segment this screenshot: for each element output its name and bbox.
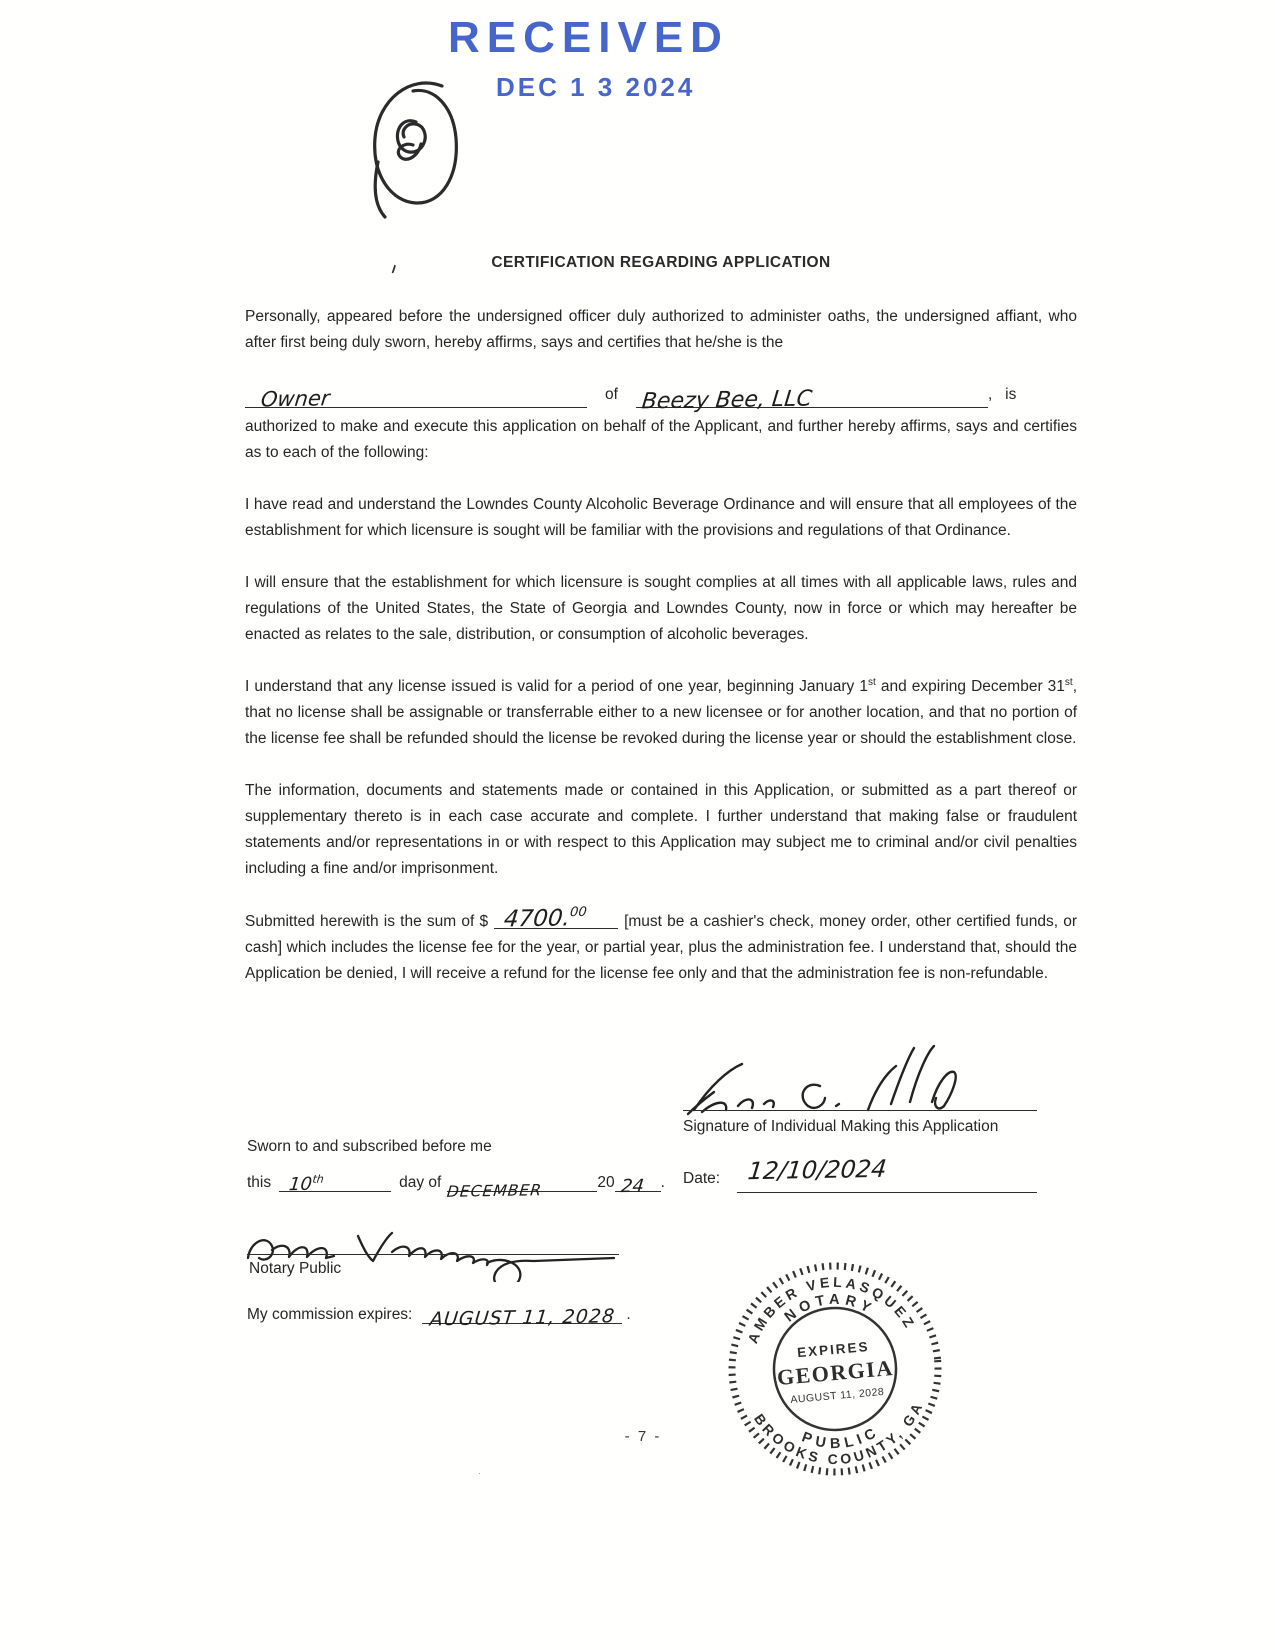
paragraph-1-intro: Personally, appeared before the undersigned officer duly authorized to administer oaths, the undersigned affiant, who after first being duly sworn, hereby affirms, says and certifies that he/she is the xyxy=(245,308,1077,351)
superscript-st-2: st xyxy=(1064,676,1073,688)
date-handwritten: 12/10/2024 xyxy=(746,1154,888,1186)
day-handwritten: 10th xyxy=(287,1172,325,1196)
paragraph-3: I will ensure that the establishment for which licensure is sought complies at all times with all applicable laws, rules and regulations of the United States, the State of Georgia and Lowndes County, now in force or which may hereafter be enacted as relates to the sale, distribution, or consumption of alcoholic beverages. xyxy=(245,574,1077,643)
year-blank-field xyxy=(615,1175,661,1198)
received-stamp-text: RECEIVED xyxy=(448,13,729,62)
seal-county: BROOKS COUNTY, GA xyxy=(751,1397,927,1468)
capacity-blank-field xyxy=(245,386,587,412)
sworn-line-1: Sworn to and subscribed before me xyxy=(247,1138,492,1155)
fee-amount-blank-field xyxy=(494,904,618,933)
notary-seal-stamp xyxy=(704,1238,966,1500)
day-blank-field xyxy=(279,1172,391,1196)
commission-handwritten: AUGUST 11, 2028 xyxy=(429,1305,617,1331)
received-stamp-date: DEC 1 3 2024 xyxy=(496,72,696,102)
commission-blank-field xyxy=(422,1305,622,1331)
year-prefix-label: 20 xyxy=(597,1174,615,1191)
notary-signature-line xyxy=(247,1254,619,1255)
paragraph-6: Submitted herewith is the sum of $ 4700. 00 [must be a cashier's check, money order, other certified funds, or cash] which includes the license fee for the year, or partial year, plus the administration fee. I understand that, should the Application be denied, I will receive a refund for the license fee only and that the administration fee is non-refundable. xyxy=(245,904,1077,982)
applicant-signature-line xyxy=(683,1110,1037,1111)
seal-public-word: PUBLIC xyxy=(799,1423,884,1453)
handwritten-doodle xyxy=(364,74,466,222)
commission-period: . xyxy=(626,1306,631,1323)
page-number: - 7 - xyxy=(624,1428,662,1445)
paragraph-1-fill-line xyxy=(245,382,1077,415)
seal-expiry-date: AUGUST 11, 2028 xyxy=(789,1385,885,1406)
paragraph-2: I have read and understand the Lowndes County Alcoholic Beverage Ordinance and will ensure that all employees of the establishment for which licensure is sought will be familiar with the provisions and regulations of that Ordinance. xyxy=(245,496,1077,539)
commission-label: My commission expires: xyxy=(247,1306,413,1323)
received-stamp xyxy=(448,13,729,102)
paragraph-4: I understand that any license issued is valid for a period of one year, beginning January 1st and expiring December 31st, that no license shall be assignable or transferrable either to a new licensee or for another location, and that no portion of the license fee shall be refunded should the license be revoked during the license year or should the establishment close. xyxy=(245,676,1077,747)
commission-row xyxy=(247,1292,631,1331)
document-body xyxy=(245,250,1077,1013)
day-of-label: day of xyxy=(399,1174,442,1191)
date-line xyxy=(737,1192,1037,1193)
seal-georgia-word: GEORGIA xyxy=(776,1354,895,1391)
seal-notary-word: NOTARY xyxy=(781,1291,878,1326)
capacity-handwritten-value: Owner xyxy=(259,386,331,412)
month-blank-field xyxy=(446,1181,597,1201)
entity-blank-field xyxy=(636,386,988,415)
entity-handwritten-value: Beezy Bee, LLC xyxy=(640,386,814,415)
paragraph-5: The information, documents and statements made or contained in this Application, or submitted as a part thereof or supplementary thereto is in each case accurate and complete. I further understand that making false or fraudulent statements and/or representations in or with respect to this Application may subject me to criminal and/or civil penalties including a fine and/or imprisonment. xyxy=(245,782,1077,877)
fee-cents-handwritten: 00 xyxy=(569,904,588,921)
month-handwritten: DECEMBER xyxy=(446,1181,544,1201)
applicant-signature xyxy=(686,1040,1038,1118)
fee-amount-handwritten: 4700. xyxy=(502,905,572,933)
notary-public-label: Notary Public xyxy=(249,1260,342,1277)
sworn-line-2 xyxy=(247,1160,665,1201)
paragraph-1-continued: authorized to make and execute this application on behalf of the Applicant, and further hereby affirms, says and certifies as to each of the following: xyxy=(245,418,1077,461)
superscript-st-1: st xyxy=(868,676,876,688)
comma-is-label: , is xyxy=(987,386,1017,403)
seal-expires-word: EXPIRES xyxy=(796,1338,871,1361)
of-label: of xyxy=(605,386,618,403)
sworn-this-label: this xyxy=(247,1174,272,1191)
seal-notary-name: AMBER VELASQUEZ xyxy=(744,1273,920,1346)
page-title: CERTIFICATION REGARDING APPLICATION xyxy=(491,254,831,271)
signature-caption: Signature of Individual Making this Application xyxy=(683,1118,999,1135)
sworn-period: . xyxy=(660,1174,665,1191)
year-handwritten: 24 xyxy=(619,1175,645,1198)
date-label: Date: xyxy=(683,1170,721,1187)
ink-speck: · xyxy=(478,1468,481,1478)
